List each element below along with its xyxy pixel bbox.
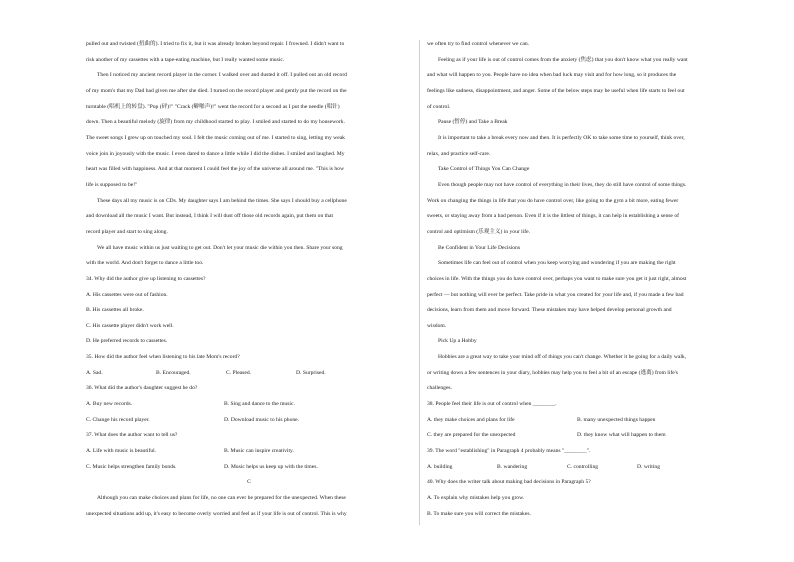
text-line: voice join in joyously with the music. I even dared to dance a little while I did the dishes. I smiled and laughed. My — [86, 150, 345, 157]
passage-b-para1 — [86, 37, 412, 68]
q37-option-b[interactable]: B. Music can inspire creativity. — [224, 448, 294, 455]
text-line: The sweet songs I grew up on touched my soul. I felt the music coming out of me. I started to sing, letting my weak — [86, 134, 345, 141]
text-line: life is supposed to be!" — [86, 181, 138, 188]
q37-option-a[interactable]: A. Life with music is beautiful. — [86, 448, 157, 455]
text-line: pulled out and twisted (扭曲的). I tried to fix it, but it was already broken beyond repair. I frowned. I didn't want to — [86, 41, 345, 47]
q38-options-row2 — [427, 428, 757, 444]
text-line: relax, and practice self-care. — [427, 150, 491, 157]
text-line: heart was filled with happiness. And at that moment I could feel the joy of the universe all around me. "This is how — [86, 166, 344, 173]
text-line: challenges. — [427, 385, 453, 392]
q34-option-d[interactable]: D. He preferred records to cassettes. — [86, 338, 168, 345]
question-37: 37. What does the author want to tell us? — [86, 432, 178, 439]
text-line: Even though people may not have control of everything in their lives, they do still have control of some things. — [438, 181, 687, 188]
text-line: down. Then a beautiful melody (旋律) from my childhood started to play. I smiled and started to do my housework. — [86, 119, 345, 126]
q35-option-c[interactable]: C. Pleased. — [226, 369, 252, 376]
passage-c-para5 — [427, 350, 757, 397]
question-34: 34. Why did the author give up listening to cassettes? — [86, 275, 206, 282]
right-column — [427, 37, 757, 522]
passage-c-para2 — [427, 131, 757, 162]
passage-c-intro — [86, 491, 412, 522]
q37-option-d[interactable]: D. Music helps us keep up with the times. — [224, 463, 318, 470]
text-line: unexpected situations add up, it's easy to become overly worried and feel as if your life is out of control. This is why — [86, 510, 347, 517]
question-39: 39. The word "establishing" in Paragraph 4 probably means "________". — [427, 448, 591, 455]
text-line: Feeling as if your life is out of control comes from the anxiety (焦虑) that you don't know what you really want — [438, 56, 688, 63]
q35-option-b[interactable]: B. Encouraged. — [156, 369, 191, 376]
q40-option-a[interactable]: A. To explain why mistakes help you grow. — [427, 495, 525, 502]
q34-option-b[interactable]: B. His cassettes all broke. — [86, 307, 144, 314]
passage-b-para4 — [86, 241, 412, 272]
q36-option-c[interactable]: C. Change his record player. — [86, 416, 150, 423]
subheading-take-control: Take Control of Things You Can Change — [438, 166, 530, 173]
question-38: 38. People feel their life is out of control when ________. — [427, 401, 557, 408]
q40-option-b[interactable]: B. To make sure you will correct the mistakes. — [427, 510, 531, 517]
q39-option-a[interactable]: A. building — [427, 463, 453, 470]
text-line: or writing down a few sentences in your diary, hobbies may help you to feel a bit of an escape (逃离) from life's — [427, 369, 678, 376]
text-line: It is important to take a break every now and then. It is perfectly OK to take some time to yourself, think over, — [438, 134, 685, 141]
q37-options-row2 — [86, 460, 412, 476]
text-line: choices in life. With the things you do have control over, perhaps you want to make sure you get it just right, almost — [427, 275, 687, 282]
text-line: of my mom's that my Dad had given me after she died. I turned on the record player and gently put the record on the — [86, 87, 347, 94]
q39-option-d[interactable]: D. writing — [637, 463, 660, 470]
question-40: 40. Why does the writer talk about making bad decisions in Paragraph 5? — [427, 479, 591, 486]
text-line: sweets, or staying away from a bad person. Even if it is the littlest of things, it can help in establishing a sense of — [427, 213, 679, 220]
text-line: of control. — [427, 103, 451, 110]
text-line: Sometimes life can feel out of control when you keep worrying and wondering if you are making the right — [438, 260, 676, 267]
passage-c-para1 — [427, 53, 757, 116]
q38-option-c[interactable]: C. they are prepared for the unexpected — [427, 432, 516, 439]
text-line: wisdom. — [427, 322, 447, 329]
q36-option-a[interactable]: A. Buy new records. — [86, 401, 133, 408]
passage-b-para3 — [86, 194, 412, 241]
text-line: we often try to find control whenever we can. — [427, 41, 530, 47]
q39-option-b[interactable]: B. wandering — [497, 463, 528, 470]
q35-option-a[interactable]: A. Sad. — [86, 369, 103, 376]
q34-option-c[interactable]: C. His cassette player didn't work well. — [86, 322, 174, 329]
subheading-be-confident: Be Confident in Your Life Decisions — [438, 244, 521, 251]
q38-option-a[interactable]: A. they make choices and plans for life — [427, 416, 515, 423]
text-line: perfect — but nothing will ever be perfect. Take pride in what you created for your life and, if you made a few bad — [427, 291, 684, 298]
question-35: 35. How did the author feel when listening to his late Mom's record? — [86, 354, 240, 361]
text-line: turntable (唱机上的转盘). "Pop (砰)!" "Crack (噼啪声)!" went the record for a second as I put the needle (唱针) — [86, 103, 340, 110]
q35-option-d[interactable]: D. Surprised. — [296, 369, 326, 376]
text-line: Although you can make choices and plans for life, no one can ever be prepared for the unexpected. When these — [97, 495, 346, 502]
q34-option-a[interactable]: A. His cassettes were out of fashion. — [86, 291, 168, 298]
subheading-hobby: Pick Up a Hobby — [438, 338, 477, 345]
text-line: Then I noticed my ancient record player in the corner. I walked over and dusted it off. I pulled out an old record — [97, 72, 347, 79]
q37-option-c[interactable]: C. Music helps strengthen family bonds. — [86, 463, 177, 470]
text-line: with the world. And don't forget to dance a little too. — [86, 260, 204, 267]
text-line: record player and start to sing along. — [86, 228, 168, 235]
q36-option-d[interactable]: D. Download music to his phone. — [224, 416, 300, 423]
q36-option-b[interactable]: B. Sing and dance to the music. — [224, 401, 295, 408]
text-line: feelings like sadness, disappointment, and anger. Some of the below steps may be useful when life starts to feel out — [427, 87, 685, 94]
text-line: risk another of my cassettes with a tape-eating machine, but I really wanted some music. — [86, 56, 285, 63]
text-line: Hobbies are a great way to take your mind off of things you can't change. Whether it be going for a daily walk, — [438, 354, 687, 361]
column-divider — [419, 40, 420, 525]
q38-option-d[interactable]: D. they know what will happen to them — [577, 432, 666, 439]
passage-b-para2 — [86, 68, 412, 193]
q38-options-row1 — [427, 413, 757, 429]
text-line: decisions, learn from them and move forward. These mistakes may have helped develop personal growth and — [427, 307, 672, 314]
passage-c-para3 — [427, 178, 757, 241]
text-line: These days all my music is on CDs. My daughter says I am behind the times. She says I should buy a cellphone — [97, 197, 347, 204]
text-line: control and optimism (乐观主义) in your life. — [427, 228, 531, 235]
q35-options — [86, 366, 412, 382]
question-36: 36. What did the author's daughter suggest he do? — [86, 385, 198, 392]
q36-options-row2 — [86, 413, 412, 429]
text-line: and download all the music I want. But instead, I think I will dust off those old records again, put them on that — [86, 213, 334, 220]
left-column — [86, 37, 412, 522]
q39-option-c[interactable]: C. controlling — [567, 463, 599, 470]
text-line: We all have music within us just waiting to get out. Don't let your music die within you then. Share your song — [97, 244, 343, 251]
q36-options-row1 — [86, 397, 412, 413]
text-line: and what will happen to you. People have no idea when bad luck may visit and for how long, so it produces the — [427, 72, 677, 79]
q38-option-b[interactable]: B. many unexpected things happen — [577, 416, 656, 423]
q39-options — [427, 460, 757, 476]
section-c-heading: C — [247, 479, 251, 486]
q37-options-row1 — [86, 444, 412, 460]
passage-c-para4 — [427, 256, 757, 334]
text-line: Work on changing the things in life that you do have control over, like going to the gym a bit more, eating fewer — [427, 197, 679, 204]
subheading-pause: Pause (暂停) and Take a Break — [438, 119, 508, 126]
